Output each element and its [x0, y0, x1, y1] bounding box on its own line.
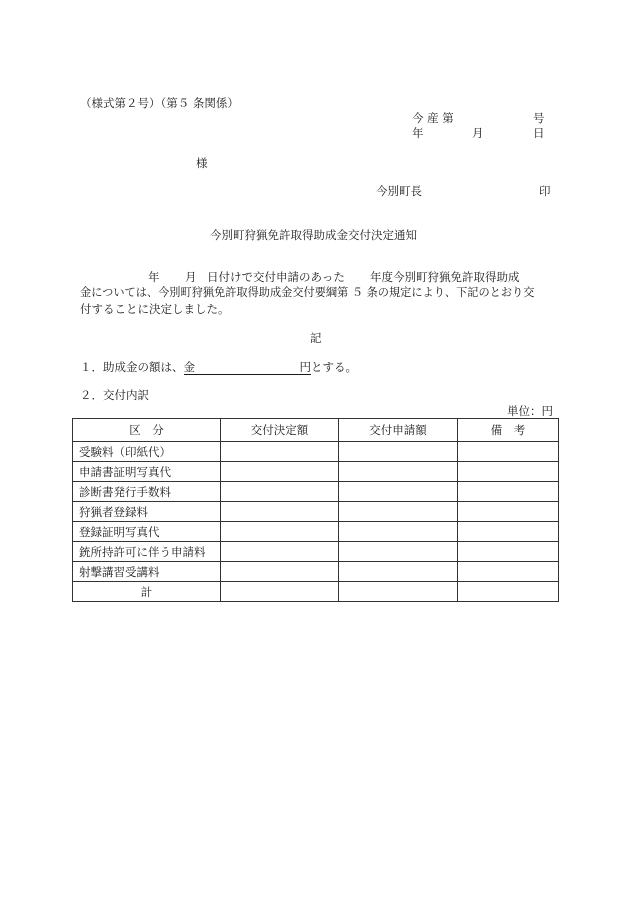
table-row: [73, 502, 559, 522]
yen-label: 円: [299, 360, 311, 374]
remarks-cell: [458, 462, 559, 482]
recipient-suffix: 様: [196, 156, 208, 170]
amount-blank: [184, 360, 300, 375]
table-row: [73, 442, 559, 462]
row-label: 受験料（印紙代）: [73, 442, 221, 462]
row-label: 射撃講習受講料: [73, 562, 221, 582]
body-month: 月: [185, 270, 197, 284]
body-line1-rest: 日付けで交付申請のあった: [207, 270, 345, 284]
item-2: ２．交付内訳: [80, 388, 149, 402]
body-year: 年: [148, 270, 160, 284]
body-line1-end: 年度今別町狩猟免許取得助成: [370, 270, 520, 284]
date-month: 月: [472, 126, 484, 140]
row-label: 狩猟者登録料: [73, 502, 221, 522]
header-requested-amount: 交付申請額: [339, 419, 458, 442]
amount-prefix: 金: [183, 360, 195, 374]
table-header-row: [73, 419, 559, 442]
unit-label: 単位：円: [507, 404, 553, 418]
item-1-suffix: とする。: [311, 360, 357, 374]
requested-amount-cell: [339, 502, 458, 522]
decided-amount-cell: [221, 522, 339, 542]
remarks-cell: [458, 522, 559, 542]
form-number: （様式第２号）（第５ 条関係）: [80, 96, 239, 110]
decided-total-cell: [221, 582, 339, 602]
remarks-cell: [458, 502, 559, 522]
row-label: 診断書発行手数料: [73, 482, 221, 502]
row-label: 銃所持許可に伴う申請料: [73, 542, 221, 562]
header-decided-amount: 交付決定額: [221, 419, 339, 442]
body-line2: 金については、今別町狩猟免許取得助成金交付要綱第 ５ 条の規定により、下記のとおり交: [80, 286, 535, 299]
table-row: [73, 462, 559, 482]
table-row: [73, 562, 559, 582]
breakdown-table: [72, 418, 559, 602]
item-1: [80, 360, 357, 375]
item-1-prefix: １．助成金の額は、: [80, 360, 184, 374]
decided-amount-cell: [221, 482, 339, 502]
decided-amount-cell: [221, 462, 339, 482]
remarks-cell: [458, 542, 559, 562]
requested-amount-cell: [339, 442, 458, 462]
date-day: 日: [533, 126, 545, 140]
doc-number-prefix: 今 産 第: [412, 111, 454, 125]
total-label: 計: [73, 582, 221, 602]
header-category: 区 分: [73, 419, 221, 442]
document-title: 今別町狩猟免許取得助成金交付決定通知: [210, 228, 417, 242]
decided-amount-cell: [221, 442, 339, 462]
header-remarks: 備 考: [458, 419, 559, 442]
requested-amount-cell: [339, 562, 458, 582]
table-row: [73, 482, 559, 502]
issuer-seal: 印: [539, 184, 551, 198]
ki-heading: 記: [310, 331, 322, 345]
date-year: 年: [412, 126, 424, 140]
requested-amount-cell: [339, 542, 458, 562]
body-line3: 付することに決定しました。: [80, 302, 230, 316]
table-row: [73, 542, 559, 562]
decided-amount-cell: [221, 542, 339, 562]
row-label: 申請書証明写真代: [73, 462, 221, 482]
requested-amount-cell: [339, 482, 458, 502]
remarks-cell: [458, 562, 559, 582]
doc-number-suffix: 号: [533, 111, 545, 125]
row-label: 登録証明写真代: [73, 522, 221, 542]
decided-amount-cell: [221, 562, 339, 582]
requested-total-cell: [339, 582, 458, 602]
requested-amount-cell: [339, 462, 458, 482]
issuer-title: 今別町長: [376, 184, 422, 198]
remarks-cell: [458, 442, 559, 462]
remarks-cell: [458, 482, 559, 502]
remarks-total-cell: [458, 582, 559, 602]
table-row: [73, 522, 559, 542]
decided-amount-cell: [221, 502, 339, 522]
table-total-row: [73, 582, 559, 602]
requested-amount-cell: [339, 522, 458, 542]
